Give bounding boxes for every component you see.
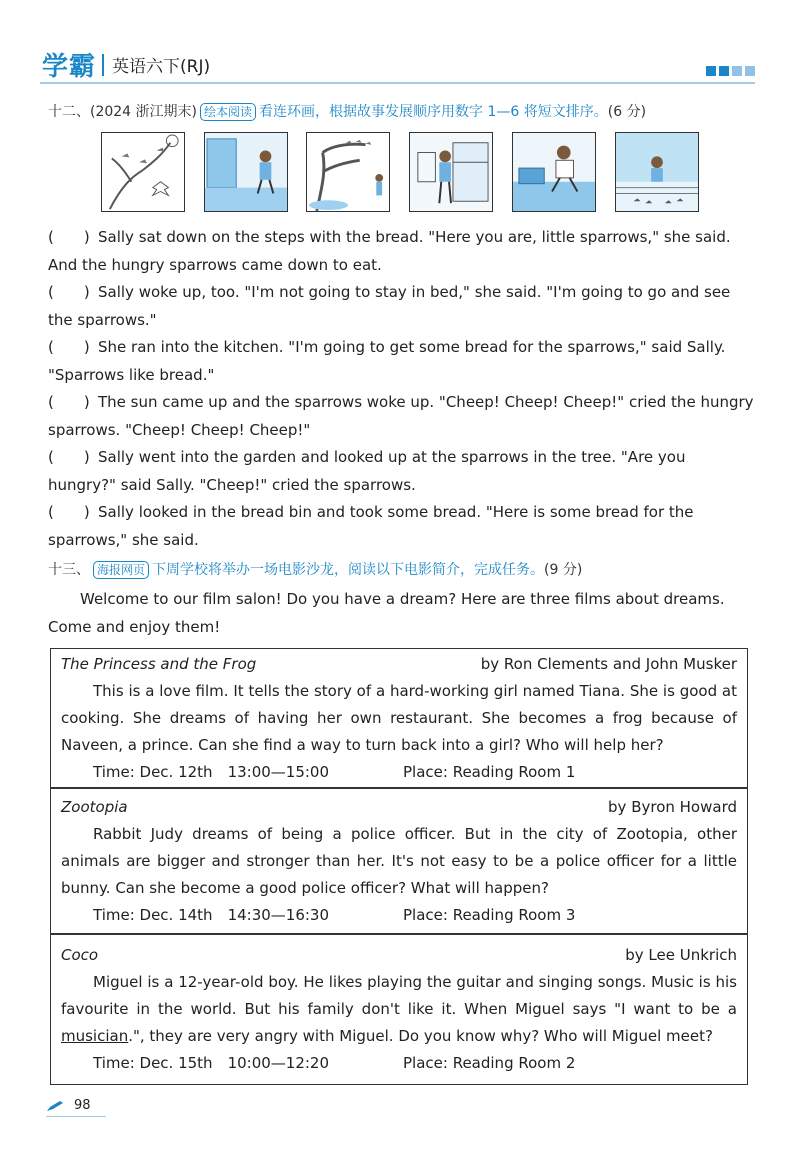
film-time: Time: Dec. 15th 10:00—12:20 [93, 1054, 330, 1072]
sally-waking-up-icon [205, 133, 287, 211]
page-number: 98 [74, 1098, 91, 1113]
section-13-number: 十三、 [48, 562, 90, 578]
item-text: She ran into the kitchen. "I'm going to get some bread for the sparrows," said Sally. "Sparrows like bread." [48, 338, 726, 384]
footer-line [46, 1116, 106, 1117]
film-card [51, 942, 747, 1077]
film-card [51, 794, 747, 929]
picture-3 [306, 132, 390, 212]
section-13-title [48, 559, 582, 579]
film-poster [50, 648, 748, 1085]
section-12-score: (6 分) [607, 104, 647, 120]
film-time: Time: Dec. 12th 13:00—15:00 [93, 763, 330, 781]
page-footer [46, 1098, 91, 1113]
item-text: Sally went into the garden and looked up at the sparrows in the tree. "Are you hungry?" said Sally. "Cheep!" cried the sparrows. [48, 448, 686, 494]
film-director: by Byron Howard [608, 798, 737, 816]
underlined-word: musician [61, 1027, 129, 1045]
section-12-tag: 绘本阅读 [200, 103, 256, 121]
list-item [48, 499, 758, 554]
book-title: 英语六下(RJ) [112, 57, 211, 77]
sparrows-in-tree-icon [102, 133, 184, 211]
film-description: This is a love film. It tells the story of a hard-working girl named Tiana. She is good at cooking. She dreams of having her own restaurant. She becomes a frog because of Naveen, a prince. Can she find a way to turn back into a girl? Who will help her? [61, 682, 737, 754]
logo-separator [102, 54, 104, 76]
sally-feeding-sparrows-icon [616, 133, 698, 211]
film-time: Time: Dec. 14th 14:30—16:30 [93, 906, 330, 924]
list-item [48, 389, 758, 444]
section-12-number: 十二、 [48, 104, 90, 120]
picture-6 [615, 132, 699, 212]
film-title: The Princess and the Frog [61, 655, 257, 673]
answer-blank[interactable]: ( ) [48, 338, 90, 356]
girl-under-tree-icon [307, 133, 389, 211]
picture-2 [204, 132, 288, 212]
item-text: Sally woke up, too. "I'm not going to stay in bed," she said. "I'm going to go and see the sparrows." [48, 283, 731, 329]
film-director: by Lee Unkrich [625, 946, 737, 964]
film-title: Coco [61, 946, 99, 964]
film-divider [51, 787, 747, 789]
section-13-instruction: 下周学校将举办一场电影沙龙，阅读以下电影简介，完成任务。 [152, 562, 545, 578]
film-title: Zootopia [61, 798, 128, 816]
picture-4 [409, 132, 493, 212]
section-13-tag: 海报网页 [93, 561, 149, 579]
film-description: Rabbit Judy dreams of being a police officer. But in the city of Zootopia, other animals are bigger and stronger than her. It's not easy to be a police officer for a little bunny. Can she become a good police officer? What will happen? [61, 825, 737, 897]
item-text: Sally sat down on the steps with the bread. "Here you are, little sparrows," she said. And the hungry sparrows came down to eat. [48, 228, 731, 274]
header-decoration [706, 66, 755, 76]
film-salon-intro: Welcome to our film salon! Do you have a dream? Here are three films about dreams. Come and enjoy them! [48, 590, 725, 636]
section-12-source: (2024 浙江期末) [90, 104, 198, 120]
film-card [51, 651, 747, 786]
film-divider [51, 933, 747, 935]
list-item [48, 334, 758, 389]
answer-blank[interactable]: ( ) [48, 283, 90, 301]
item-text: Sally looked in the bread bin and took some bread. "Here is some bread for the sparrows," she said. [48, 503, 694, 549]
list-item [48, 444, 758, 499]
section-13-score: (9 分) [544, 562, 583, 578]
list-item [48, 224, 758, 279]
answer-blank[interactable]: ( ) [48, 503, 90, 521]
logo-text: 学霸 [42, 52, 97, 82]
answer-blank[interactable]: ( ) [48, 393, 90, 411]
film-place: Place: Reading Room 3 [403, 906, 576, 924]
book-logo [42, 46, 210, 83]
sally-at-fridge-icon [410, 133, 492, 211]
film-description [61, 969, 737, 1050]
picture-1 [101, 132, 185, 212]
answer-blank[interactable]: ( ) [48, 448, 90, 466]
film-place: Place: Reading Room 1 [403, 763, 576, 781]
pencil-icon [46, 1100, 64, 1112]
sally-at-bread-bin-icon [513, 133, 595, 211]
picture-5 [512, 132, 596, 212]
section-12-title [48, 101, 646, 121]
list-item [48, 279, 758, 334]
film-description-part: Miguel is a 12-year-old boy. He likes playing the guitar and singing songs. Music is his favourite in the world. But his family don't like it. When Miguel says "I want to be a [61, 973, 737, 1018]
answer-blank[interactable]: ( ) [48, 228, 90, 246]
film-place: Place: Reading Room 2 [403, 1054, 576, 1072]
film-description-part: .", they are very angry with Miguel. Do you know why? Who will Miguel meet? [128, 1027, 713, 1045]
item-text: The sun came up and the sparrows woke up. "Cheep! Cheep! Cheep!" cried the hungry sparrows. "Cheep! Cheep! Cheep!" [48, 393, 754, 439]
header-divider [40, 82, 755, 84]
section-12-instruction: 看连环画，根据故事发展顺序用数字 1—6 将短文排序。 [259, 104, 608, 120]
film-director: by Ron Clements and John Musker [480, 655, 737, 673]
